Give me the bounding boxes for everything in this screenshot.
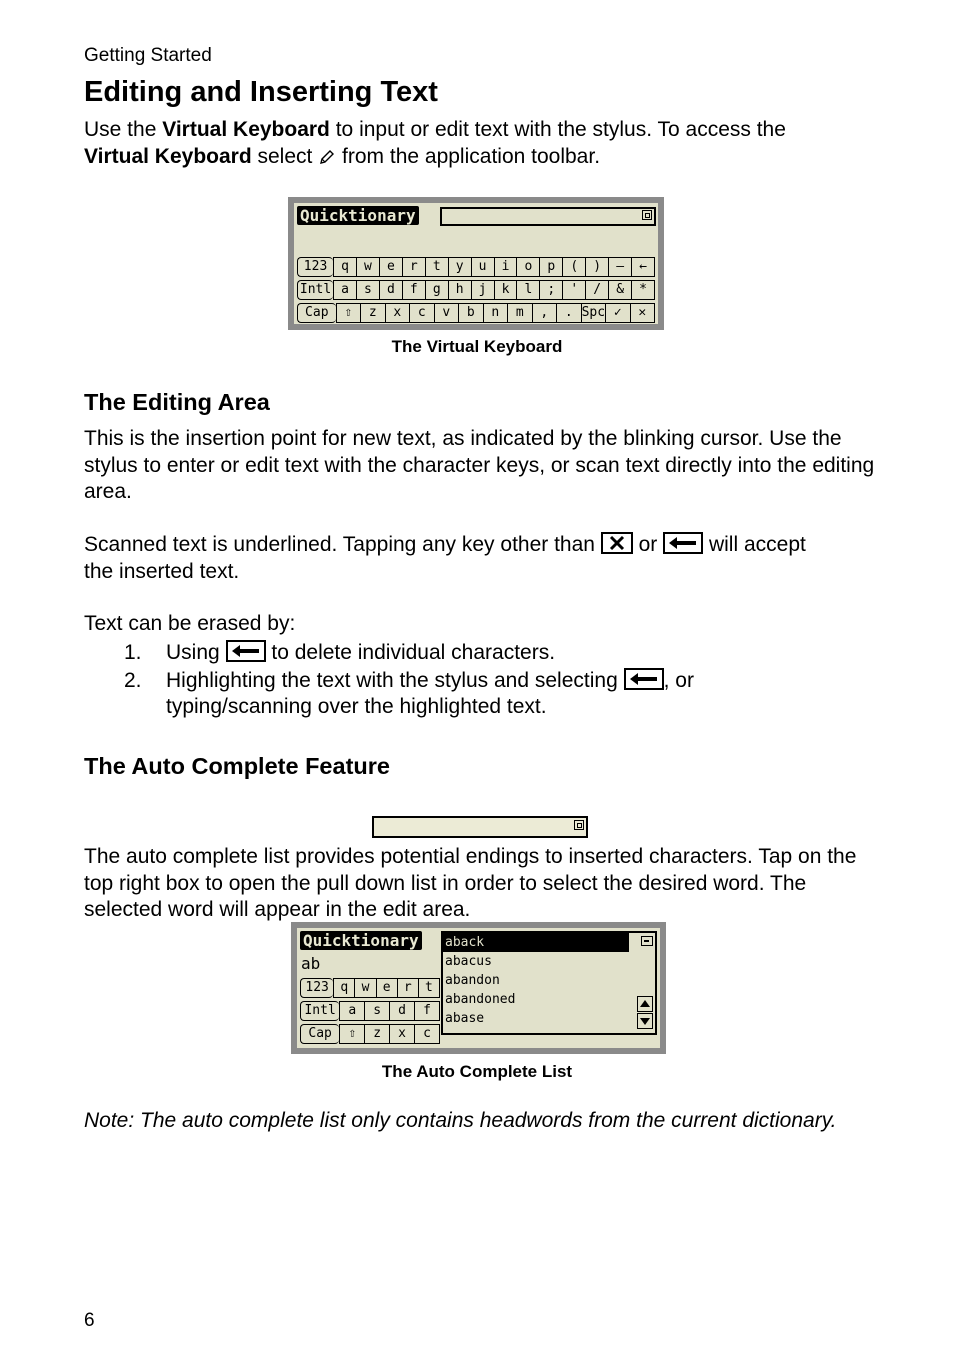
backspace-key-icon	[624, 668, 664, 690]
key[interactable]: ,	[532, 303, 557, 323]
key[interactable]: &	[608, 280, 631, 300]
key[interactable]: w	[354, 978, 375, 998]
key[interactable]: h	[448, 280, 471, 300]
intro-text-4: from the application toolbar.	[336, 144, 601, 168]
dropdown-toggle-icon	[574, 820, 584, 830]
key[interactable]: m	[507, 303, 532, 323]
key[interactable]: y	[448, 257, 471, 277]
list-text: Highlighting the text with the stylus and selecting	[166, 669, 624, 692]
key[interactable]: (	[562, 257, 585, 277]
intro-text-1: Use the	[84, 118, 163, 141]
word-list-item[interactable]: aback	[443, 933, 629, 952]
note-paragraph: Note: The auto complete list only contains headwords from the current dictionary.	[84, 1109, 837, 1132]
auto-complete-box[interactable]	[440, 207, 656, 226]
key[interactable]: z	[364, 1024, 389, 1044]
auto-complete-paragraph: The auto complete list provides potential endings to inserted characters. Tap on the top right box to open the pull down list in order to select the desired word. The selected word will appear in the edit area.	[84, 845, 857, 921]
key[interactable]: s	[364, 1001, 389, 1021]
key[interactable]: q	[333, 978, 354, 998]
key[interactable]: 123	[297, 257, 333, 277]
key[interactable]: ✕	[630, 303, 656, 323]
list-text: typing/scanning over the highlighted text.	[166, 695, 547, 718]
word-list-item[interactable]: abandon	[445, 973, 500, 988]
auto-complete-dropdown	[441, 931, 657, 1035]
keyboard-row-1	[297, 257, 655, 277]
key[interactable]: )	[585, 257, 608, 277]
key[interactable]: w	[356, 257, 379, 277]
scanned-text-paragraph	[84, 532, 884, 585]
list-text: Using	[166, 641, 226, 664]
key[interactable]: j	[471, 280, 494, 300]
editing-area[interactable]: ab	[301, 954, 321, 973]
key[interactable]: i	[494, 257, 517, 277]
key[interactable]: –	[608, 257, 631, 277]
keyboard-row-2	[297, 280, 655, 300]
key[interactable]: x	[385, 303, 410, 323]
auto-complete-heading: The Auto Complete Feature	[84, 753, 390, 779]
word-list-item[interactable]: abacus	[445, 954, 492, 969]
key[interactable]: s	[356, 280, 379, 300]
key[interactable]: /	[585, 280, 608, 300]
key[interactable]: f	[414, 1001, 440, 1021]
page-number: 6	[84, 1310, 95, 1331]
key[interactable]: 123	[300, 978, 333, 998]
running-head: Getting Started	[84, 45, 212, 66]
editing-area[interactable]	[298, 229, 648, 251]
key[interactable]: q	[333, 257, 356, 277]
intro-text-3: select	[251, 144, 319, 168]
scanned-text-2: or	[632, 533, 664, 556]
key[interactable]: x	[389, 1024, 414, 1044]
key[interactable]: a	[339, 1001, 364, 1021]
key[interactable]: t	[425, 257, 448, 277]
key[interactable]: ✓	[605, 303, 630, 323]
scanned-text-1: Scanned text is underlined. Tapping any key other than	[84, 533, 601, 556]
backspace-key-icon	[663, 532, 703, 554]
key[interactable]: a	[333, 280, 356, 300]
key[interactable]: n	[483, 303, 508, 323]
keyboard-row-3	[297, 303, 655, 323]
key[interactable]: z	[360, 303, 385, 323]
intro-bold-2: Virtual Keyboard	[84, 144, 252, 168]
keyboard-row-1	[300, 978, 440, 998]
key[interactable]: c	[409, 303, 434, 323]
backspace-key-icon	[226, 640, 266, 662]
key[interactable]: f	[402, 280, 425, 300]
key[interactable]: g	[425, 280, 448, 300]
dropdown-toggle-icon[interactable]	[642, 210, 652, 220]
key[interactable]: k	[494, 280, 517, 300]
scanned-text-4: the inserted text.	[84, 559, 240, 583]
key[interactable]: ←	[631, 257, 655, 277]
key[interactable]: r	[397, 978, 418, 998]
key[interactable]: '	[562, 280, 585, 300]
close-dropdown-icon[interactable]	[641, 936, 653, 946]
key[interactable]: d	[379, 280, 402, 300]
keyboard-row-3	[300, 1024, 440, 1044]
auto-complete-box-illustration	[372, 816, 588, 838]
key[interactable]: *	[631, 280, 655, 300]
list-text: to delete individual characters.	[265, 641, 556, 664]
key[interactable]: p	[539, 257, 562, 277]
list-number: 1.	[124, 641, 142, 664]
intro-text-2: to input or edit text with the stylus. To access the	[329, 118, 786, 141]
key[interactable]: Intl	[300, 1001, 339, 1021]
erase-intro: Text can be erased by:	[84, 612, 296, 635]
key[interactable]: r	[402, 257, 425, 277]
key[interactable]: u	[471, 257, 494, 277]
editing-area-paragraph: This is the insertion point for new text, as indicated by the blinking cursor. Use the stylus to enter or edit text with the character keys, or scan text directly into the editing area.	[84, 427, 875, 503]
auto-complete-screenshot	[291, 922, 666, 1054]
scanned-text-3: will accept	[703, 533, 806, 556]
scroll-up-icon[interactable]	[637, 996, 653, 1012]
app-title-bar: Quicktionary	[300, 931, 422, 950]
key[interactable]: l	[516, 280, 539, 300]
list-text: , or	[663, 669, 694, 692]
page-title: Editing and Inserting Text	[84, 76, 438, 108]
key[interactable]: o	[516, 257, 539, 277]
key[interactable]: ⇧	[336, 303, 361, 323]
scroll-down-icon[interactable]	[637, 1013, 653, 1029]
key[interactable]: t	[418, 978, 440, 998]
key[interactable]: b	[458, 303, 483, 323]
cancel-key-icon	[601, 532, 633, 554]
list-number: 2.	[124, 669, 142, 692]
key[interactable]: Spc	[581, 303, 606, 323]
word-list-item[interactable]: abase	[445, 1011, 485, 1026]
word-list-item[interactable]: abandoned	[445, 992, 516, 1007]
key[interactable]: ⇧	[339, 1024, 364, 1044]
word-list	[443, 933, 655, 1028]
virtual-keyboard-screenshot	[288, 197, 664, 330]
key[interactable]: c	[414, 1024, 440, 1044]
editing-area-heading: The Editing Area	[84, 389, 270, 415]
key[interactable]: e	[376, 978, 397, 998]
app-title-bar: Quicktionary	[297, 206, 419, 225]
key[interactable]: Cap	[297, 303, 336, 323]
intro-paragraph	[84, 117, 884, 170]
keyboard-row-2	[300, 1001, 440, 1021]
figure2-caption: The Auto Complete List	[381, 1062, 573, 1081]
key[interactable]: ;	[539, 280, 562, 300]
key[interactable]: Cap	[300, 1024, 339, 1044]
key[interactable]: e	[379, 257, 402, 277]
key[interactable]: v	[434, 303, 459, 323]
key[interactable]: Intl	[297, 280, 333, 300]
pencil-icon	[318, 148, 336, 166]
intro-bold-1: Virtual Keyboard	[162, 118, 330, 141]
key[interactable]: d	[389, 1001, 414, 1021]
key[interactable]: .	[556, 303, 581, 323]
figure1-caption: The Virtual Keyboard	[391, 337, 563, 356]
